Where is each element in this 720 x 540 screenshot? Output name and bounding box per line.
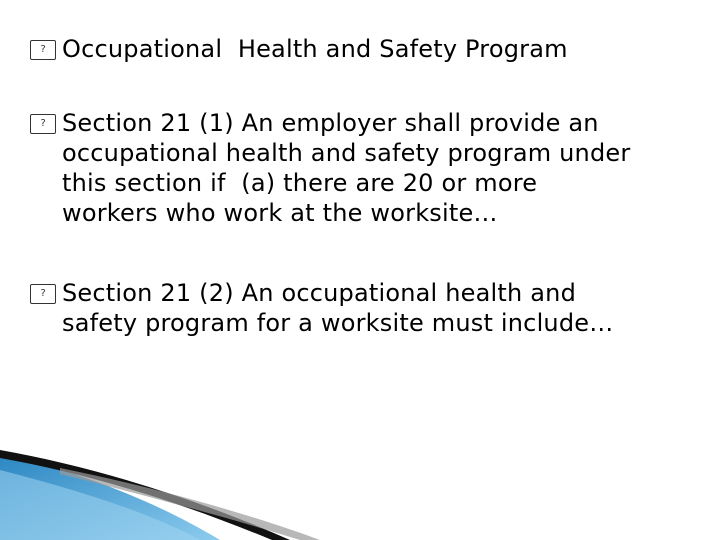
bullet-line: occupational health and safety program under xyxy=(62,139,631,167)
bullet-line: safety program for a worksite must include… xyxy=(62,309,614,337)
bullet-line: workers who work at the worksite… xyxy=(62,199,498,227)
bullet-section-21-2 xyxy=(30,278,613,338)
bullet-text xyxy=(62,108,630,228)
bullet-section-21-1 xyxy=(30,108,630,228)
swoosh-blue-shape xyxy=(0,452,220,540)
bullet-marker-icon: ? xyxy=(30,40,56,60)
bullet-line: Section 21 (1) An employer shall provide an xyxy=(62,109,599,137)
bullet-text xyxy=(62,34,568,64)
bullet-line: Section 21 (2) An occupational health and xyxy=(62,279,577,307)
swoosh-light-shape xyxy=(0,470,200,540)
bullet-line: this section if (a) there are 20 or more xyxy=(62,169,538,197)
bullet-marker-icon: ? xyxy=(30,284,56,304)
swoosh-gray-stroke xyxy=(60,468,320,540)
bullet-occupational-program xyxy=(30,34,568,64)
bullet-marker-icon: ? xyxy=(30,114,56,134)
bullet-line: Occupational Health and Safety Program xyxy=(62,35,568,63)
swoosh-dark-stroke xyxy=(0,450,290,540)
bullet-text xyxy=(62,278,613,338)
